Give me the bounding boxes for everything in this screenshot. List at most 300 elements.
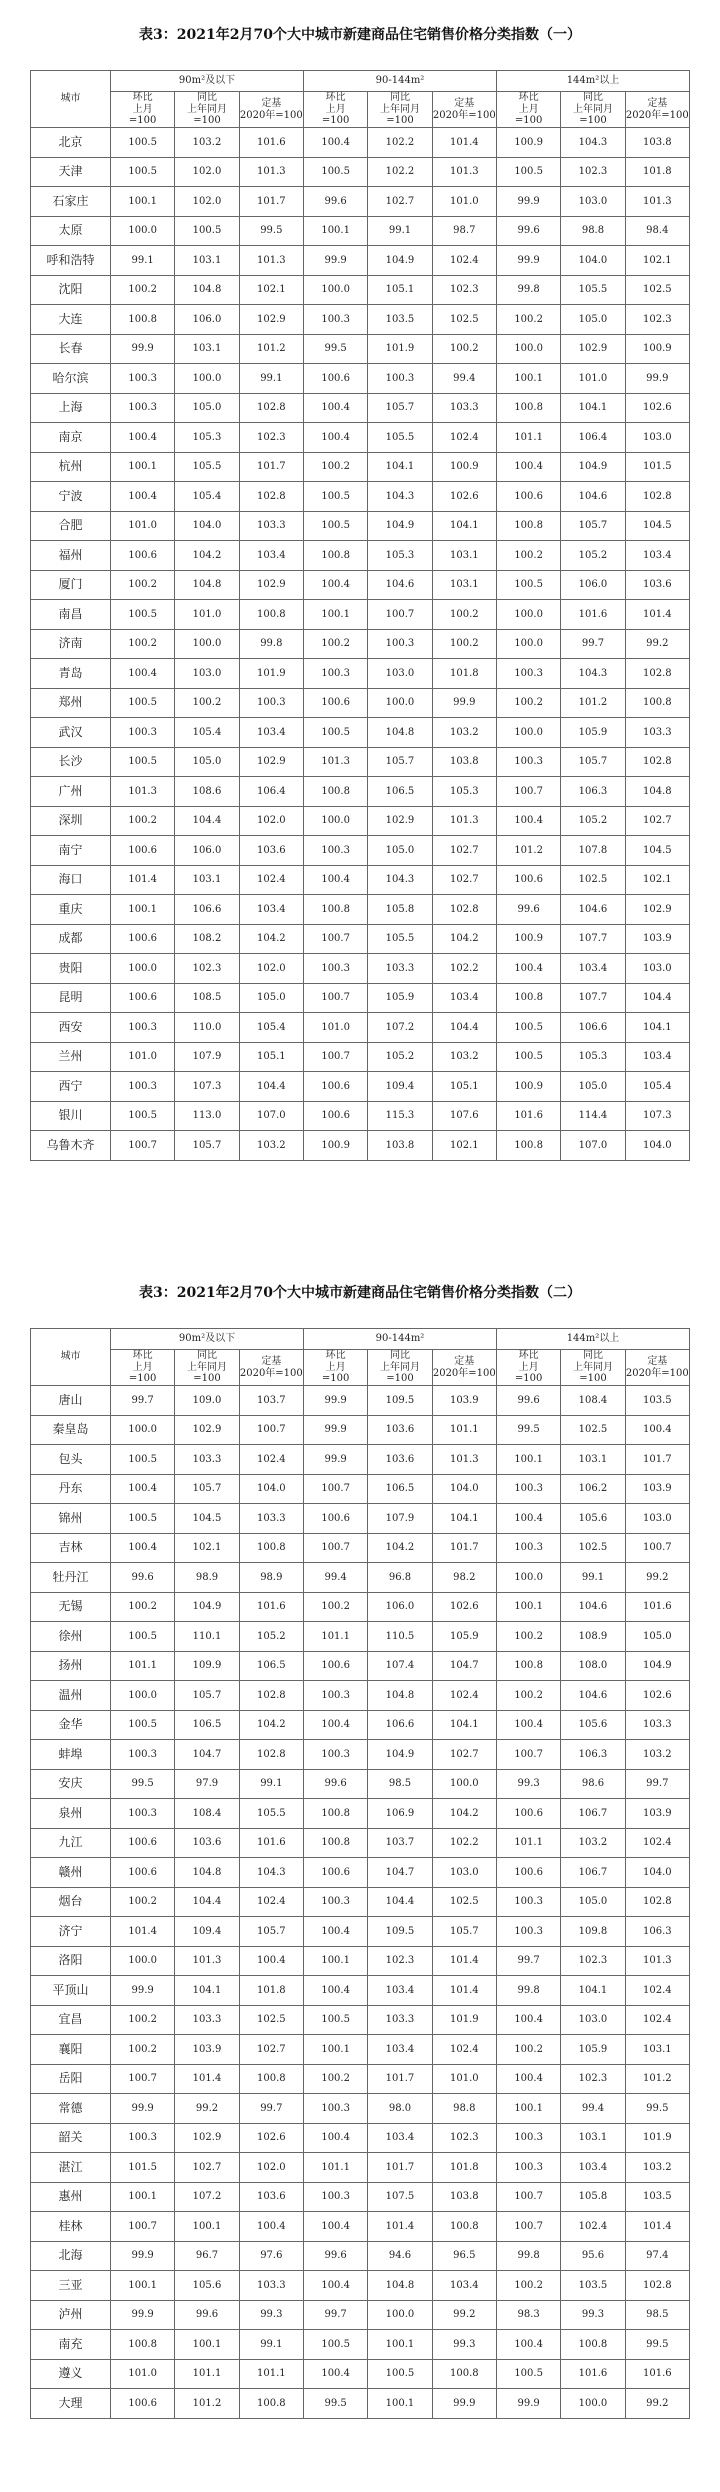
- index-value-cell: 104.8: [368, 1681, 432, 1711]
- index-value-cell: 105.9: [561, 2035, 625, 2065]
- index-value-cell: 100.3: [111, 1799, 175, 1829]
- index-value-cell: 100.1: [303, 1946, 367, 1976]
- index-value-cell: 103.0: [175, 659, 239, 689]
- index-value-cell: 99.4: [561, 2094, 625, 2124]
- index-value-cell: 100.6: [111, 1858, 175, 1888]
- index-value-cell: 103.0: [561, 2005, 625, 2035]
- index-value-cell: 99.9: [111, 334, 175, 364]
- index-value-cell: 99.9: [111, 2300, 175, 2330]
- index-value-cell: 105.1: [432, 1072, 496, 1102]
- index-value-cell: 99.5: [111, 1769, 175, 1799]
- city-cell: 贵阳: [31, 954, 111, 984]
- table-row: [31, 1828, 690, 1858]
- index-value-cell: 100.3: [496, 747, 560, 777]
- table-row: [31, 1917, 690, 1947]
- index-value-cell: 100.8: [561, 2330, 625, 2360]
- index-value-cell: 105.7: [175, 1131, 239, 1161]
- index-value-cell: 99.2: [625, 2389, 689, 2419]
- index-value-cell: 103.3: [239, 1504, 303, 1534]
- table-row: [31, 2271, 690, 2301]
- index-value-cell: 100.0: [175, 364, 239, 394]
- index-value-cell: 100.4: [496, 1504, 560, 1534]
- index-value-cell: 99.3: [239, 2300, 303, 2330]
- index-value-cell: 100.5: [111, 688, 175, 718]
- index-value-cell: 102.5: [625, 275, 689, 305]
- index-value-cell: 100.4: [496, 2005, 560, 2035]
- table-row: [31, 1415, 690, 1445]
- table-row: [31, 570, 690, 600]
- index-value-cell: 104.1: [432, 1504, 496, 1534]
- index-value-cell: 102.7: [625, 806, 689, 836]
- index-value-cell: 109.0: [175, 1386, 239, 1416]
- index-value-cell: 103.1: [432, 570, 496, 600]
- index-value-cell: 104.4: [175, 1887, 239, 1917]
- index-value-cell: 104.5: [625, 511, 689, 541]
- city-cell: 南宁: [31, 836, 111, 866]
- index-value-cell: 104.2: [432, 924, 496, 954]
- table-row: [31, 2035, 690, 2065]
- city-cell: 南京: [31, 423, 111, 453]
- index-value-cell: 102.8: [625, 747, 689, 777]
- index-value-cell: 106.0: [175, 836, 239, 866]
- index-value-cell: 100.0: [111, 954, 175, 984]
- city-cell: 南充: [31, 2330, 111, 2360]
- index-value-cell: 104.9: [368, 1740, 432, 1770]
- index-value-cell: 110.1: [175, 1622, 239, 1652]
- index-value-cell: 100.8: [239, 2064, 303, 2094]
- index-value-cell: 100.5: [303, 482, 367, 512]
- index-value-cell: 100.3: [111, 1013, 175, 1043]
- table-row: [31, 246, 690, 276]
- city-column-header: 城市: [31, 71, 111, 128]
- index-value-cell: 104.0: [175, 511, 239, 541]
- index-value-cell: 106.5: [175, 1710, 239, 1740]
- index-value-cell: 108.4: [175, 1799, 239, 1829]
- index-value-cell: 104.9: [561, 452, 625, 482]
- index-value-cell: 100.3: [111, 393, 175, 423]
- index-value-cell: 109.8: [561, 1917, 625, 1947]
- index-value-cell: 101.3: [239, 246, 303, 276]
- index-value-cell: 100.2: [432, 600, 496, 630]
- index-value-cell: 101.7: [239, 187, 303, 217]
- index-value-cell: 102.6: [239, 2123, 303, 2153]
- index-value-cell: 109.4: [368, 1072, 432, 1102]
- index-value-cell: 103.4: [625, 1042, 689, 1072]
- index-value-cell: 105.6: [561, 1504, 625, 1534]
- index-value-cell: 100.8: [239, 600, 303, 630]
- index-value-cell: 103.8: [432, 2182, 496, 2212]
- index-value-cell: 102.8: [239, 1681, 303, 1711]
- index-value-cell: 104.6: [561, 1592, 625, 1622]
- table-row: [31, 747, 690, 777]
- index-value-cell: 99.7: [239, 2094, 303, 2124]
- index-value-cell: 101.2: [175, 2389, 239, 2419]
- city-cell: 常德: [31, 2094, 111, 2124]
- index-value-cell: 102.2: [432, 1828, 496, 1858]
- index-value-cell: 100.4: [496, 954, 560, 984]
- index-value-cell: 105.7: [432, 1917, 496, 1947]
- index-value-cell: 101.3: [111, 777, 175, 807]
- index-value-cell: 102.3: [432, 275, 496, 305]
- index-value-cell: 100.0: [111, 1946, 175, 1976]
- table-row: [31, 482, 690, 512]
- index-value-cell: 101.3: [432, 157, 496, 187]
- table-row: [31, 2094, 690, 2124]
- index-value-cell: 101.8: [432, 659, 496, 689]
- subheader: 同比 上年同月 =100: [561, 92, 625, 128]
- index-value-cell: 100.2: [111, 275, 175, 305]
- index-value-cell: 107.9: [175, 1042, 239, 1072]
- index-value-cell: 100.5: [496, 570, 560, 600]
- index-value-cell: 101.1: [496, 1828, 560, 1858]
- index-value-cell: 104.7: [432, 1651, 496, 1681]
- city-cell: 天津: [31, 157, 111, 187]
- group-header: 90m²及以下: [111, 1329, 304, 1350]
- city-cell: 昆明: [31, 983, 111, 1013]
- city-cell: 牡丹江: [31, 1563, 111, 1593]
- table-row: [31, 895, 690, 925]
- index-value-cell: 101.2: [561, 688, 625, 718]
- index-value-cell: 100.0: [303, 806, 367, 836]
- subheader: 定基 2020年=100: [432, 92, 496, 128]
- index-value-cell: 99.9: [111, 2241, 175, 2271]
- index-value-cell: 100.7: [303, 1042, 367, 1072]
- index-value-cell: 100.5: [111, 600, 175, 630]
- index-value-cell: 100.7: [303, 983, 367, 1013]
- index-value-cell: 100.3: [303, 1740, 367, 1770]
- city-cell: 深圳: [31, 806, 111, 836]
- table-row: [31, 1592, 690, 1622]
- index-value-cell: 104.6: [561, 482, 625, 512]
- index-value-cell: 104.5: [175, 1504, 239, 1534]
- index-value-cell: 103.1: [561, 2123, 625, 2153]
- index-value-cell: 102.9: [239, 305, 303, 335]
- index-value-cell: 100.8: [625, 688, 689, 718]
- index-value-cell: 96.7: [175, 2241, 239, 2271]
- index-value-cell: 99.9: [303, 1386, 367, 1416]
- table-row: [31, 2123, 690, 2153]
- subheader: 同比 上年同月 =100: [175, 92, 239, 128]
- index-value-cell: 100.1: [111, 2271, 175, 2301]
- index-value-cell: 100.7: [111, 1131, 175, 1161]
- index-value-cell: 104.3: [561, 128, 625, 158]
- index-value-cell: 102.0: [239, 2153, 303, 2183]
- index-value-cell: 101.4: [625, 2212, 689, 2242]
- index-value-cell: 105.4: [175, 482, 239, 512]
- index-value-cell: 101.7: [239, 452, 303, 482]
- index-value-cell: 100.8: [111, 305, 175, 335]
- index-value-cell: 102.2: [432, 954, 496, 984]
- table-row: [31, 718, 690, 748]
- index-value-cell: 100.8: [303, 1799, 367, 1829]
- index-value-cell: 101.1: [239, 2359, 303, 2389]
- table-row: [31, 334, 690, 364]
- index-value-cell: 103.4: [432, 2271, 496, 2301]
- index-value-cell: 103.6: [239, 2182, 303, 2212]
- index-value-cell: 99.2: [625, 1563, 689, 1593]
- index-value-cell: 104.4: [175, 806, 239, 836]
- index-value-cell: 101.1: [175, 2359, 239, 2389]
- index-value-cell: 102.5: [432, 305, 496, 335]
- index-value-cell: 99.5: [625, 2094, 689, 2124]
- index-value-cell: 102.4: [561, 2212, 625, 2242]
- index-value-cell: 99.5: [239, 216, 303, 246]
- index-value-cell: 100.2: [303, 1592, 367, 1622]
- city-cell: 宁波: [31, 482, 111, 512]
- index-value-cell: 99.7: [496, 1946, 560, 1976]
- index-value-cell: 102.3: [561, 157, 625, 187]
- index-value-cell: 99.5: [303, 334, 367, 364]
- index-value-cell: 104.0: [561, 246, 625, 276]
- table-row: [31, 983, 690, 1013]
- index-value-cell: 98.9: [239, 1563, 303, 1593]
- city-cell: 济宁: [31, 1917, 111, 1947]
- city-cell: 泉州: [31, 1799, 111, 1829]
- index-value-cell: 96.5: [432, 2241, 496, 2271]
- index-value-cell: 100.2: [303, 2064, 367, 2094]
- index-value-cell: 105.2: [561, 541, 625, 571]
- city-cell: 洛阳: [31, 1946, 111, 1976]
- index-value-cell: 100.2: [303, 629, 367, 659]
- index-value-cell: 102.4: [625, 1828, 689, 1858]
- index-value-cell: 98.6: [561, 1769, 625, 1799]
- city-cell: 广州: [31, 777, 111, 807]
- index-value-cell: 105.5: [368, 924, 432, 954]
- subheader: 定基 2020年=100: [432, 1350, 496, 1386]
- table-row: [31, 1740, 690, 1770]
- index-value-cell: 100.6: [303, 1504, 367, 1534]
- index-value-cell: 100.4: [625, 1415, 689, 1445]
- index-value-cell: 100.2: [111, 2005, 175, 2035]
- index-value-cell: 101.4: [432, 128, 496, 158]
- table-row: [31, 1101, 690, 1131]
- index-value-cell: 103.0: [625, 1504, 689, 1534]
- index-value-cell: 100.4: [303, 423, 367, 453]
- index-value-cell: 100.2: [432, 334, 496, 364]
- index-value-cell: 104.5: [625, 836, 689, 866]
- table-row: [31, 1131, 690, 1161]
- index-value-cell: 100.5: [368, 2359, 432, 2389]
- index-value-cell: 100.5: [496, 2359, 560, 2389]
- index-value-cell: 104.9: [175, 1592, 239, 1622]
- subheader: 定基 2020年=100: [239, 92, 303, 128]
- index-value-cell: 98.5: [625, 2300, 689, 2330]
- index-value-cell: 104.8: [175, 1858, 239, 1888]
- index-value-cell: 105.0: [239, 983, 303, 1013]
- index-value-cell: 101.9: [625, 2123, 689, 2153]
- index-value-cell: 99.5: [625, 2330, 689, 2360]
- index-value-cell: 103.5: [368, 305, 432, 335]
- table-row: [31, 1533, 690, 1563]
- index-value-cell: 106.6: [175, 895, 239, 925]
- index-value-cell: 109.9: [175, 1651, 239, 1681]
- index-value-cell: 99.4: [303, 1563, 367, 1593]
- index-value-cell: 101.2: [239, 334, 303, 364]
- index-value-cell: 99.9: [625, 364, 689, 394]
- index-value-cell: 100.4: [303, 2271, 367, 2301]
- index-value-cell: 105.5: [561, 275, 625, 305]
- index-value-cell: 104.6: [561, 895, 625, 925]
- index-value-cell: 113.0: [175, 1101, 239, 1131]
- index-value-cell: 100.7: [303, 1474, 367, 1504]
- index-value-cell: 105.7: [368, 393, 432, 423]
- index-value-cell: 104.4: [368, 1887, 432, 1917]
- index-value-cell: 103.0: [625, 423, 689, 453]
- table-row: [31, 1858, 690, 1888]
- city-cell: 襄阳: [31, 2035, 111, 2065]
- index-value-cell: 100.1: [368, 2389, 432, 2419]
- index-value-cell: 100.2: [432, 629, 496, 659]
- index-value-cell: 100.7: [303, 924, 367, 954]
- city-cell: 郑州: [31, 688, 111, 718]
- index-value-cell: 104.2: [432, 1799, 496, 1829]
- city-cell: 扬州: [31, 1651, 111, 1681]
- index-value-cell: 100.3: [368, 629, 432, 659]
- index-value-cell: 100.2: [111, 1592, 175, 1622]
- index-value-cell: 102.0: [175, 187, 239, 217]
- index-value-cell: 100.6: [496, 482, 560, 512]
- table-row: [31, 924, 690, 954]
- city-cell: 烟台: [31, 1887, 111, 1917]
- index-value-cell: 101.6: [561, 2359, 625, 2389]
- index-value-cell: 105.0: [368, 836, 432, 866]
- index-value-cell: 100.3: [496, 1917, 560, 1947]
- index-value-cell: 100.1: [496, 2094, 560, 2124]
- index-value-cell: 105.3: [432, 777, 496, 807]
- index-value-cell: 103.9: [432, 1386, 496, 1416]
- index-value-cell: 102.4: [625, 1976, 689, 2006]
- index-value-cell: 100.4: [303, 128, 367, 158]
- index-value-cell: 103.4: [368, 2035, 432, 2065]
- index-value-cell: 100.6: [111, 924, 175, 954]
- table-row: [31, 836, 690, 866]
- index-value-cell: 99.1: [239, 1769, 303, 1799]
- index-value-cell: 100.1: [111, 895, 175, 925]
- index-value-cell: 100.3: [496, 2123, 560, 2153]
- index-value-cell: 101.3: [625, 187, 689, 217]
- index-value-cell: 101.6: [625, 2359, 689, 2389]
- index-value-cell: 101.6: [239, 128, 303, 158]
- index-value-cell: 100.5: [303, 2005, 367, 2035]
- index-value-cell: 100.1: [111, 187, 175, 217]
- index-value-cell: 100.2: [111, 570, 175, 600]
- index-value-cell: 100.5: [496, 1042, 560, 1072]
- table-row: [31, 157, 690, 187]
- index-value-cell: 103.3: [432, 393, 496, 423]
- index-value-cell: 104.3: [239, 1858, 303, 1888]
- index-value-cell: 100.3: [496, 1474, 560, 1504]
- index-value-cell: 101.2: [496, 836, 560, 866]
- index-value-cell: 101.7: [368, 2153, 432, 2183]
- index-value-cell: 99.2: [175, 2094, 239, 2124]
- index-value-cell: 99.8: [496, 275, 560, 305]
- index-value-cell: 100.0: [111, 216, 175, 246]
- index-value-cell: 99.9: [496, 246, 560, 276]
- index-value-cell: 107.5: [368, 2182, 432, 2212]
- index-value-cell: 100.3: [111, 364, 175, 394]
- index-value-cell: 100.4: [111, 1533, 175, 1563]
- index-value-cell: 100.6: [111, 541, 175, 571]
- city-cell: 银川: [31, 1101, 111, 1131]
- index-value-cell: 104.9: [368, 246, 432, 276]
- index-value-cell: 107.9: [368, 1504, 432, 1534]
- index-value-cell: 103.5: [625, 2182, 689, 2212]
- index-value-cell: 100.5: [111, 1710, 175, 1740]
- city-cell: 长沙: [31, 747, 111, 777]
- index-value-cell: 100.9: [303, 1131, 367, 1161]
- index-value-cell: 102.5: [561, 1533, 625, 1563]
- index-value-cell: 100.1: [496, 364, 560, 394]
- index-value-cell: 100.2: [496, 688, 560, 718]
- index-value-cell: 100.3: [496, 659, 560, 689]
- city-cell: 哈尔滨: [31, 364, 111, 394]
- city-cell: 秦皇岛: [31, 1415, 111, 1445]
- city-cell: 蚌埠: [31, 1740, 111, 1770]
- city-cell: 上海: [31, 393, 111, 423]
- index-value-cell: 100.4: [303, 865, 367, 895]
- index-value-cell: 101.8: [625, 157, 689, 187]
- table-row: [31, 2330, 690, 2360]
- index-value-cell: 100.1: [175, 2212, 239, 2242]
- index-value-cell: 100.0: [496, 600, 560, 630]
- index-value-cell: 100.0: [496, 1563, 560, 1593]
- subheader: 定基 2020年=100: [625, 1350, 689, 1386]
- subheader: 环比 上月 =100: [303, 92, 367, 128]
- index-value-cell: 103.2: [625, 1740, 689, 1770]
- index-value-cell: 103.6: [239, 836, 303, 866]
- city-column-header: 城市: [31, 1329, 111, 1386]
- index-value-cell: 102.5: [561, 865, 625, 895]
- index-value-cell: 99.1: [561, 1563, 625, 1593]
- city-cell: 西宁: [31, 1072, 111, 1102]
- index-value-cell: 100.2: [303, 452, 367, 482]
- index-value-cell: 103.3: [368, 2005, 432, 2035]
- index-value-cell: 102.9: [368, 806, 432, 836]
- group-header: 90-144m²: [303, 1329, 496, 1350]
- table-row: [31, 600, 690, 630]
- index-value-cell: 100.0: [368, 2300, 432, 2330]
- index-value-cell: 101.4: [111, 865, 175, 895]
- index-value-cell: 102.3: [175, 954, 239, 984]
- index-value-cell: 101.0: [111, 1042, 175, 1072]
- index-value-cell: 101.6: [239, 1592, 303, 1622]
- table-row: [31, 688, 690, 718]
- index-value-cell: 109.4: [175, 1917, 239, 1947]
- index-value-cell: 101.5: [625, 452, 689, 482]
- index-value-cell: 100.8: [432, 2212, 496, 2242]
- index-value-cell: 100.5: [303, 511, 367, 541]
- index-value-cell: 104.6: [561, 1681, 625, 1711]
- index-value-cell: 110.0: [175, 1013, 239, 1043]
- index-value-cell: 100.2: [111, 2035, 175, 2065]
- index-value-cell: 105.5: [368, 423, 432, 453]
- index-value-cell: 103.3: [625, 1710, 689, 1740]
- index-value-cell: 98.0: [368, 2094, 432, 2124]
- index-value-cell: 103.4: [561, 954, 625, 984]
- index-value-cell: 100.5: [496, 157, 560, 187]
- index-value-cell: 102.7: [432, 865, 496, 895]
- index-value-cell: 107.8: [561, 836, 625, 866]
- index-value-cell: 102.0: [239, 806, 303, 836]
- index-value-cell: 101.0: [561, 364, 625, 394]
- index-value-cell: 104.1: [561, 1976, 625, 2006]
- index-value-cell: 100.8: [303, 1828, 367, 1858]
- index-value-cell: 100.4: [111, 482, 175, 512]
- table-row: [31, 1386, 690, 1416]
- group-header: 144m²以上: [496, 1329, 689, 1350]
- index-value-cell: 100.1: [496, 1445, 560, 1475]
- table-row: [31, 187, 690, 217]
